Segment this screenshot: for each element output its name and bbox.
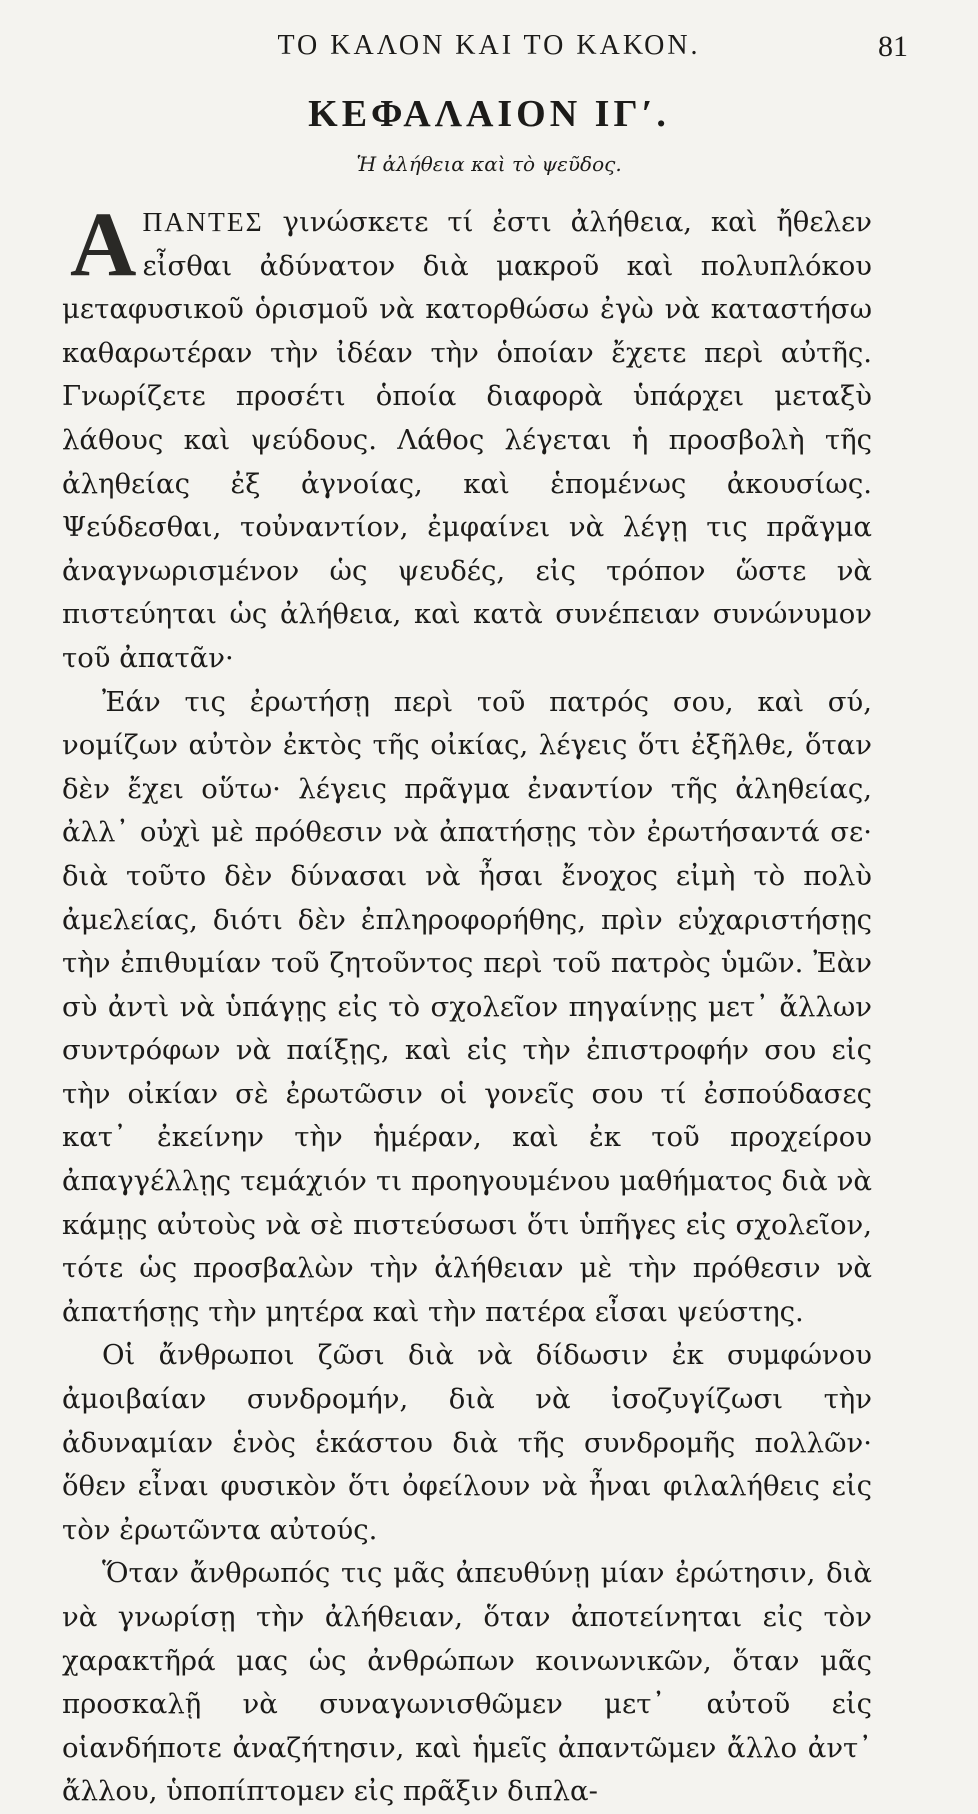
running-head: [60, 30, 918, 70]
running-title: ΤΟ ΚΑΛΟΝ ΚΑΙ ΤΟ ΚΑΚΟΝ.: [277, 30, 701, 61]
page-number: 81: [878, 30, 908, 63]
body-text: [62, 193, 872, 1814]
paragraph-2: Ἐάν τις ἐρωτήσῃ περὶ τοῦ πατρός σου, καὶ σύ, νομίζων αὐτὸν ἐκτὸς τῆς οἰκίας, λέγεις ὅτι ἐξῆλθε, ὅταν δὲν ἔχει οὕτω· λέγεις πρᾶγμα ἐναντίον τῆς ἀληθείας, ἀλλ᾽ οὐχὶ μὲ πρόθεσιν νὰ ἀπατήσῃς τὸν ἐρωτήσαντά σε· διὰ τοῦτο δὲν δύνασαι νὰ ἦσαι ἔνοχος εἰμὴ τὸ πολὺ ἀμελείας, διότι δὲν ἐπληροφορήθης, πρὶν εὐχαριστήσῃς τὴν ἐπιθυμίαν τοῦ ζητοῦντος περὶ τοῦ πατρὸς ὑμῶν. Ἐὰν σὺ ἀντὶ νὰ ὑπάγῃς εἰς τὸ σχολεῖον πηγαίνῃς μετ᾽ ἄλλων συντρόφων νὰ παίξῃς, καὶ εἰς τὴν ἐπιστροφήν σου εἰς τὴν οἰκίαν σὲ ἐρωτῶσιν οἱ γονεῖς σου τί ἐσπούδασες κατ᾽ ἐκείνην τὴν ἡμέραν, καὶ ἐκ τοῦ προχείρου ἀπαγγέλλῃς τεμάχιόν τι προηγουμένου μαθήματος διὰ νὰ κάμῃς αὐτοὺς νὰ σὲ πιστεύσωσι ὅτι ὑπῆγες εἰς σχολεῖον, τότε ὡς προσβαλὼν τὴν ἀλήθειαν μὲ τὴν πρόθεσιν νὰ ἀπατήσῃς τὴν μητέρα καὶ τὴν πατέρα εἶσαι ψεύστης.: [62, 685, 872, 1328]
chapter-subtitle: Ἡ ἀλήθεια καὶ τὸ ψεῦδος.: [356, 152, 622, 176]
paragraph-1: [62, 193, 872, 681]
paragraph-3: Οἱ ἄνθρωποι ζῶσι διὰ νὰ δίδωσιν ἐκ συμφώνου ἀμοιβαίαν συνδρομήν, διὰ νὰ ἰσοζυγίζωσι τὴν ἀδυναμίαν ἑνὸς ἑκάστου διὰ τῆς συνδρομῆς πολλῶν· ὅθεν εἶναι φυσικὸν ὅτι ὀφείλουν νὰ ἦναι φιλαλήθεις εἰς τὸν ἐρωτῶντα αὐτούς.: [62, 1339, 872, 1546]
paragraph-1-text: γινώσκετε τί ἐστι ἀλήθεια, καὶ ἤθελεν εἶσθαι ἀδύνατον διὰ μακροῦ καὶ πολυπλόκου μεταφυσικοῦ ὁρισμοῦ νὰ κατορθώσω ἐγὼ νὰ καταστήσω καθαρωτέραν τὴν ἰδέαν τὴν ὁποίαν ἔχετε περὶ αὐτῆς. Γνωρίζετε προσέτι ὁποία διαφορὰ ὑπάρχει μεταξὺ λάθους καὶ ψεύδους. Λάθος λέγεται ἡ προσβολὴ τῆς ἀληθείας ἐξ ἀγνοίας, καὶ ἑπομένως ἀκουσίως. Ψεύδεσθαι, τοὐναντίον, ἐμφαίνει νὰ λέγῃ τις πρᾶγμα ἀναγνωρισμένον ὡς ψευδές, εἰς τρόπον ὥστε νὰ πιστεύηται ὡς ἀλήθεια, καὶ κατὰ συνέπειαν συνώνυμον τοῦ ἀπατᾶν·: [62, 206, 872, 674]
chapter-heading: ΚΕΦΑΛΑΙΟΝ ΙΓʹ.: [308, 93, 670, 135]
lead-word: ΠΑΝΤΕΣ: [142, 206, 264, 237]
paragraph-4: Ὅταν ἄνθρωπός τις μᾶς ἀπευθύνῃ μίαν ἐρώτησιν, διὰ νὰ γνωρίσῃ τὴν ἀλήθειαν, ὅταν ἀποτείνηται εἰς τὸν χαρακτῆρά μας ὡς ἀνθρώπων κοινωνικῶν, ὅταν μᾶς προσκαλῇ νὰ συναγωνισθῶμεν μετ᾽ αὐτοῦ εἰς οἱανδήποτε ἀναζήτησιν, καὶ ἡμεῖς ἀπαντῶμεν ἄλλο ἀντ᾽ ἄλλου, ὑποπίπτομεν εἰς πρᾶξιν διπλα-: [62, 1557, 872, 1808]
drop-cap: Α: [70, 193, 137, 295]
